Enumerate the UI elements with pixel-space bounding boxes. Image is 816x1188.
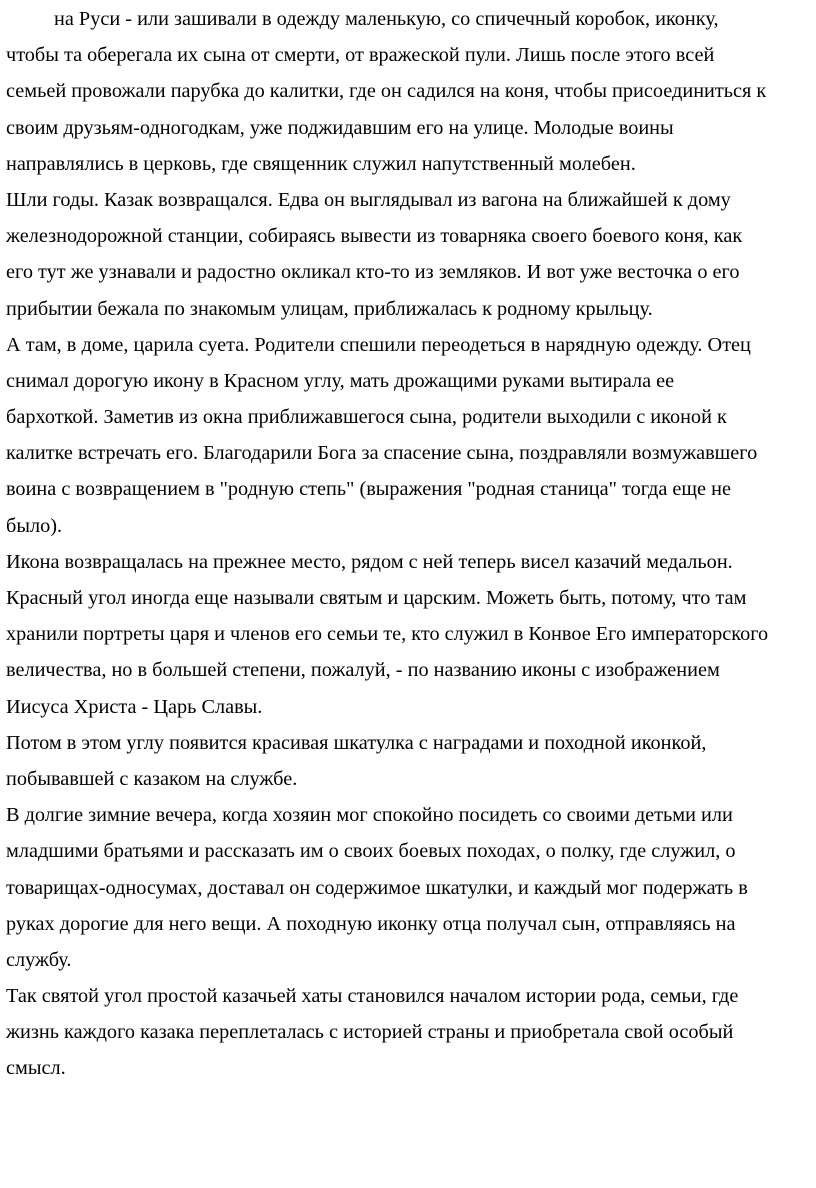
text-line: хранили портреты царя и членов его семьи те, кто служил в Конвое Его императорского (6, 623, 769, 646)
text-line: было). (6, 514, 63, 537)
text-line: воина с возвращением в "родную степь" (выражения "родная станица" тогда еще не (6, 478, 731, 501)
document-body (6, 1, 812, 1087)
text-line: снимал дорогую икону в Красном углу, мать дрожащими руками вытирала ее (6, 369, 675, 392)
text-line: его тут же узнавали и радостно окликал кто-то из земляков. И вот уже весточка о его (6, 261, 740, 284)
text-line: А там, в доме, царила суета. Родители спешили переодеться в нарядную одежду. Отец (6, 333, 751, 356)
text-line: величества, но в большей степени, пожалуй, - по названию иконы с изображением (6, 659, 720, 682)
text-line: Иисуса Христа - Царь Славы. (6, 695, 263, 718)
text-line: В долгие зимние вечера, когда хозяин мог спокойно посидеть со своими детьми или (6, 804, 733, 827)
text-line: Потом в этом углу появится красивая шкатулка с наградами и походной иконкой, (6, 731, 707, 754)
text-line: бархоткой. Заметив из окна приближавшегося сына, родители выходили с иконой к (6, 406, 727, 429)
text-line: Красный угол иногда еще называли святым и царским. Можеть быть, потому, что там (6, 587, 747, 609)
text-line: чтобы та оберегала их сына от смерти, от вражеской пули. Лишь после этого всей (6, 44, 715, 67)
text-line: товарищах-односумах, доставал он содержимое шкатулки, и каждый мог подержать в (6, 876, 748, 899)
text-line: младшими братьями и рассказать им о своих боевых походах, о полку, где служил, о (6, 840, 736, 863)
text-line: Икона возвращалась на прежнее место, рядом с ней теперь висел казачий медальон. (6, 550, 733, 573)
text-line: на Руси - или зашивали в одежду маленькую, со спичечный коробок, иконку, (54, 8, 719, 30)
text-line: жизнь каждого казака переплеталась с историей страны и приобретала свой особый (6, 1021, 734, 1044)
text-line: смысл. (6, 1057, 66, 1080)
text-line: семьей провожали парубка до калитки, где он садился на коня, чтобы присоединиться к (6, 80, 767, 103)
text-line: своим друзьям-одногодкам, уже поджидавшим его на улице. Молодые воины (6, 116, 674, 139)
text-line: железнодорожной станции, собираясь вывести из товарняка своего боевого коня, как (6, 225, 743, 248)
text-line: побывавшей с казаком на службе. (6, 767, 298, 790)
text-line: направлялись в церковь, где священник служил напутственный молебен. (6, 152, 636, 175)
text-line: калитке встречать его. Благодарили Бога за спасение сына, поздравляли возмужавшего (6, 442, 758, 465)
text-line: Так святой угол простой казачьей хаты становился началом истории рода, семьи, где (6, 985, 739, 1008)
text-line: Шли годы. Казак возвращался. Едва он выглядывал из вагона на ближайшей к дому (6, 188, 731, 211)
text-line: службу. (6, 948, 72, 971)
text-line: прибытии бежала по знакомым улицам, приближалась к родному крыльцу. (6, 297, 653, 320)
text-line: руках дорогие для него вещи. А походную иконку отца получал сын, отправляясь на (6, 912, 736, 935)
